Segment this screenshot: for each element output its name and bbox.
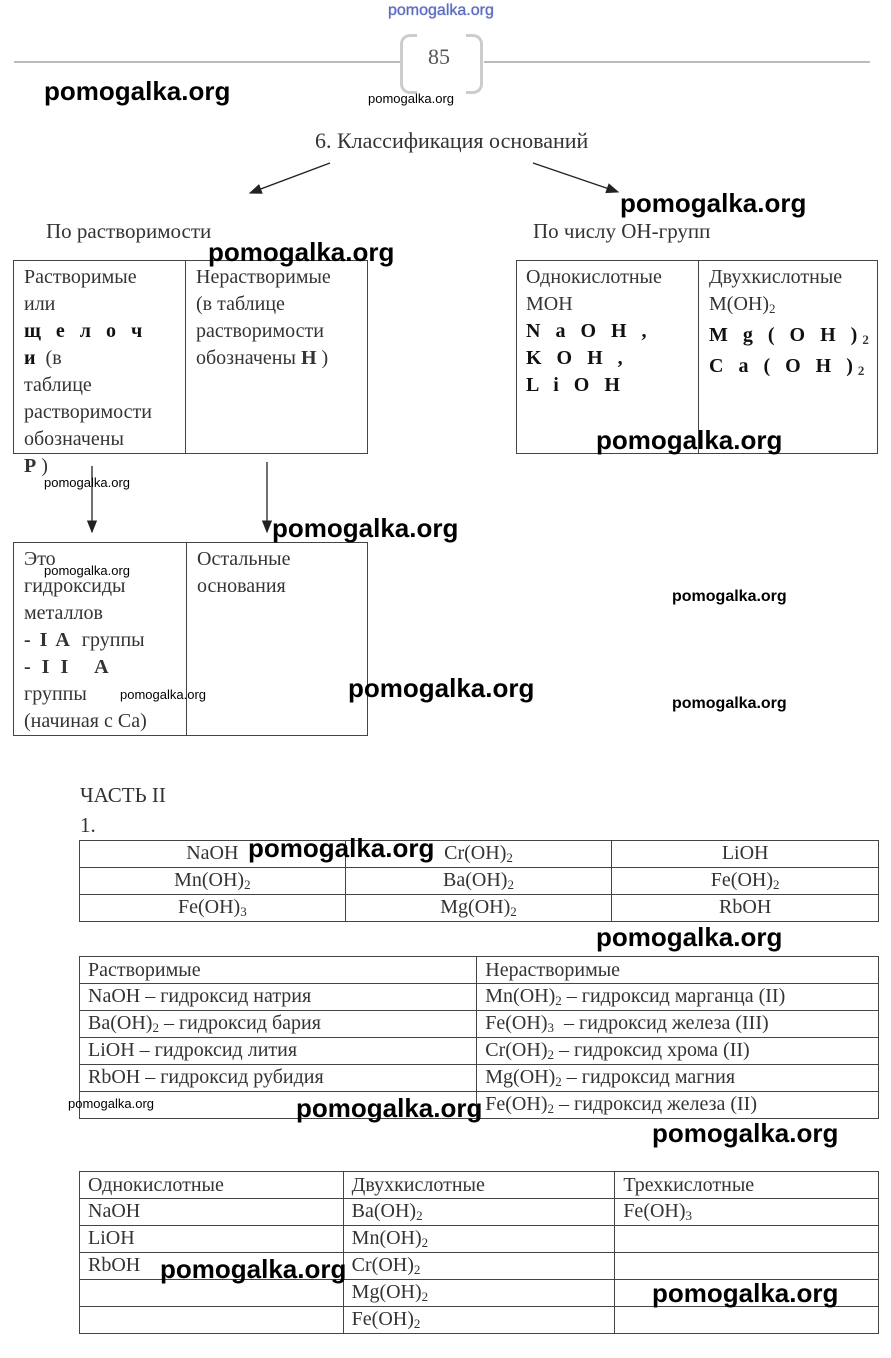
monoacid-example: K O H , — [526, 347, 628, 369]
monoacid-cell — [518, 262, 698, 401]
watermark: pomogalka.org — [248, 833, 435, 863]
group-label: - I I A — [24, 656, 112, 678]
table-cell: $Fe(OH)_2$ – гидроксид железа (II) — [477, 1092, 879, 1119]
soluble-line: таблице — [24, 374, 92, 396]
watermark: pomogalka.org — [596, 425, 783, 455]
watermark: pomogalka.org — [652, 1278, 839, 1308]
monoacid-line: МОН — [526, 293, 573, 315]
watermark: pomogalka.org — [120, 687, 206, 702]
monoacid-example: N a O H , — [526, 320, 652, 342]
insoluble-line — [196, 345, 358, 372]
watermark: pomogalka.org — [44, 76, 231, 106]
watermark: pomogalka.org — [672, 695, 787, 712]
soluble-cell — [16, 262, 184, 482]
diacid-line: Двухкислотные — [709, 266, 843, 288]
table-cell: $Mg(OH)_2$ – гидроксид магния — [477, 1065, 879, 1092]
table-cell: $Ba(OH)_2$ – гидроксид бария — [80, 1011, 477, 1038]
other-line: основания — [197, 575, 286, 597]
soluble-line: Растворимые — [24, 266, 137, 288]
diacid-formula: М(ОН) — [709, 293, 769, 315]
table-row — [80, 1307, 879, 1334]
table-cell — [80, 1307, 344, 1334]
header-cell: Трехкислотные — [615, 1172, 879, 1199]
watermark: pomogalka.org — [620, 188, 807, 218]
watermark: pomogalka.org — [272, 513, 459, 543]
site-header-link[interactable]: pomogalka.org — [388, 2, 494, 19]
watermark: pomogalka.org — [672, 588, 787, 605]
alkali-line: (начиная с Са) — [24, 710, 147, 732]
table-cell: $Fe(OH)_3$ — [615, 1199, 879, 1226]
table-cell: LiOH – гидроксид лития — [80, 1038, 477, 1065]
other-line: Остальные — [197, 548, 291, 570]
soluble-line: обозначены — [24, 428, 124, 450]
monoacid-example: L i O H — [526, 374, 625, 396]
table-cell: $Cr(OH)_2$ — [345, 841, 612, 868]
alkali-term: щ е л о ч и — [24, 320, 148, 369]
table-cell: $Cr(OH)_2$ — [343, 1253, 615, 1280]
alkali-divider — [186, 542, 187, 736]
subscript: 2 — [769, 301, 776, 316]
soluble-line — [24, 318, 176, 372]
group-label: - I A — [24, 629, 72, 651]
solubility-divider — [185, 260, 186, 454]
diacid-example — [709, 353, 871, 384]
watermark: pomogalka.org — [68, 1096, 154, 1111]
alkali-line — [24, 654, 178, 681]
table-cell: $Mg(OH)_2$ — [343, 1280, 615, 1307]
table-cell: $Mn(OH)_2$ – гидроксид марганца (II) — [477, 984, 879, 1011]
diacid-example — [709, 322, 871, 353]
alkali-line: металлов — [24, 602, 103, 624]
watermark: pomogalka.org — [208, 237, 395, 267]
table-header-row — [80, 957, 879, 984]
table-row — [80, 868, 879, 895]
watermark: pomogalka.org — [160, 1254, 347, 1284]
table-row — [80, 1065, 879, 1092]
insoluble-line: Нерастворимые — [196, 266, 331, 288]
table-cell: $Mg(OH)_2$ — [345, 895, 612, 922]
soluble-fragment: (в — [45, 347, 62, 369]
part-heading: ЧАСТЬ II — [80, 783, 166, 807]
insoluble-symbol: Н — [300, 347, 317, 369]
table-cell: RbOH — [612, 895, 879, 922]
page-number: 85 — [428, 44, 450, 69]
table-cell: LiOH — [80, 1226, 344, 1253]
table-cell: $Cr(OH)_2$ – гидроксид хрома (II) — [477, 1038, 879, 1065]
watermark: pomogalka.org — [368, 91, 454, 106]
subscript: 2 — [862, 332, 869, 347]
soluble-line: растворимости — [24, 401, 152, 423]
diacid-line — [709, 291, 871, 322]
table-cell: $Ba(OH)_2$ — [345, 868, 612, 895]
diacid-formula-text: M g ( O H ) — [709, 324, 863, 346]
watermark: pomogalka.org — [596, 922, 783, 952]
table-cell: $Mn(OH)_2$ — [343, 1226, 615, 1253]
table-cell: RbOH — [80, 1253, 344, 1280]
table-header-row — [80, 1172, 879, 1199]
table-cell — [615, 1253, 879, 1280]
soluble-line: или — [24, 293, 56, 315]
acidity-table — [79, 1171, 879, 1334]
header-cell: Нерастворимые — [477, 957, 879, 984]
table-row — [80, 895, 879, 922]
table-cell: $Mn(OH)_2$ — [80, 868, 346, 895]
table-row — [80, 1199, 879, 1226]
solubility-heading: По растворимости — [46, 219, 212, 243]
header-cell: Растворимые — [80, 957, 477, 984]
table-cell: $Fe(OH)_2$ — [612, 868, 879, 895]
scheme-title: 6. Классификация оснований — [315, 128, 589, 153]
insoluble-cell — [188, 262, 366, 374]
watermark: pomogalka.org — [348, 673, 535, 703]
table-row — [80, 1226, 879, 1253]
other-bases-cell — [189, 544, 367, 602]
diacid-cell — [701, 262, 879, 386]
table-cell: NaOH – гидроксид натрия — [80, 984, 477, 1011]
table-cell: $Fe(OH)_3$ – гидроксид железа (III) — [477, 1011, 879, 1038]
header-cell: Двухкислотные — [343, 1172, 615, 1199]
task-number: 1. — [80, 813, 96, 837]
bases-table — [79, 840, 879, 922]
watermark: pomogalka.org — [44, 475, 130, 490]
soluble-fragment: ) — [41, 455, 48, 477]
table-cell: RbOH – гидроксид рубидия — [80, 1065, 477, 1092]
table-cell — [615, 1307, 879, 1334]
alkali-line: Это — [24, 548, 56, 570]
alkali-line: группы — [24, 683, 87, 705]
soluble-symbol: Р — [24, 455, 37, 477]
table-cell — [615, 1226, 879, 1253]
diacid-formula-text: C a ( O H ) — [709, 355, 858, 377]
subscript: 2 — [857, 363, 865, 378]
table-row — [80, 1038, 879, 1065]
table-cell: $Fe(OH)_3$ — [80, 895, 346, 922]
watermark: pomogalka.org — [44, 563, 130, 578]
alkali-line: гидроксиды — [24, 575, 126, 597]
insoluble-fragment: ) — [321, 347, 329, 369]
oh-groups-heading: По числу ОН-групп — [533, 219, 711, 243]
table-cell: LiOH — [612, 841, 879, 868]
table-cell: $Ba(OH)_2$ — [343, 1199, 615, 1226]
insoluble-fragment: обозначены — [196, 347, 296, 369]
alkali-line — [24, 627, 178, 654]
table-cell: NaOH — [80, 841, 346, 868]
insoluble-line: растворимости — [196, 320, 324, 342]
table-row — [80, 1011, 879, 1038]
watermark: pomogalka.org — [296, 1093, 483, 1123]
insoluble-line: (в таблице — [196, 293, 285, 315]
header-cell: Однокислотные — [80, 1172, 344, 1199]
monoacid-line: Однокислотные — [526, 266, 662, 288]
table-cell: $Fe(OH)_2$ — [343, 1307, 615, 1334]
watermark: pomogalka.org — [652, 1118, 839, 1148]
alkali-fragment: группы — [81, 629, 145, 651]
table-row — [80, 984, 879, 1011]
table-cell: NaOH — [80, 1199, 344, 1226]
table-row — [80, 841, 879, 868]
